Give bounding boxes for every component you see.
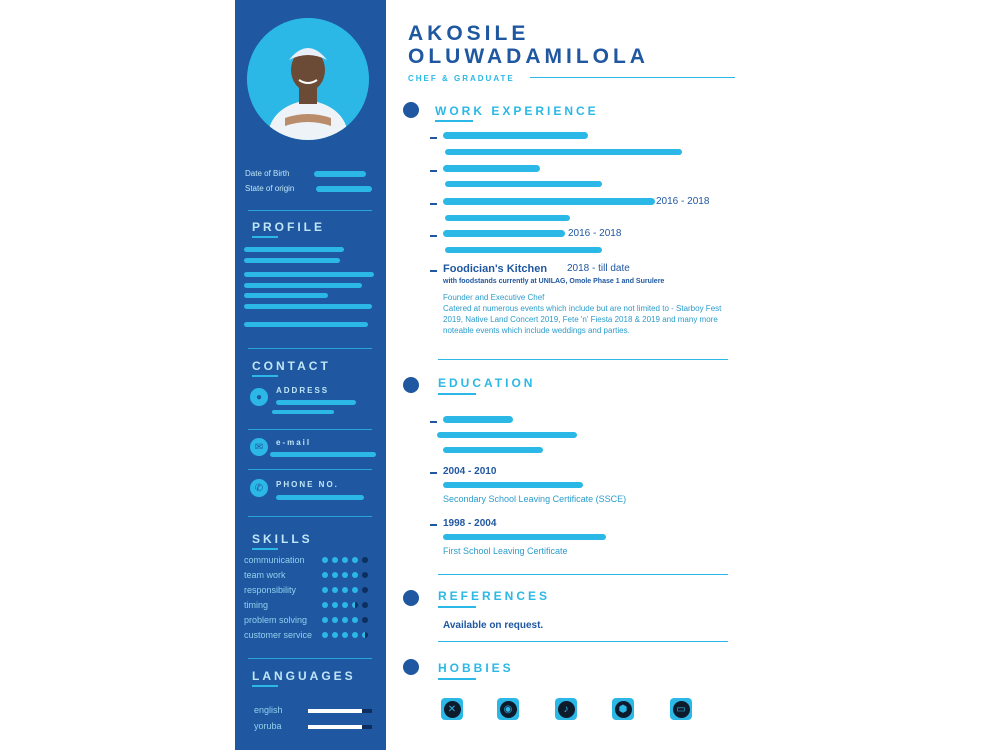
rating-dot: [362, 632, 368, 638]
skill-rating: [322, 587, 368, 593]
education-heading: EDUCATION: [438, 376, 536, 390]
redacted-scribble: [270, 452, 376, 457]
references-heading: REFERENCES: [438, 589, 551, 603]
rating-dot: [352, 617, 358, 623]
first-name: AKOSILE: [408, 22, 530, 45]
section-bullet: [403, 659, 419, 675]
redacted-scribble: [443, 482, 583, 488]
redacted-scribble: [244, 304, 372, 309]
rating-dot: [332, 572, 338, 578]
rating-dot: [322, 587, 328, 593]
sidebar-divider: [248, 658, 372, 659]
education-certificate: Secondary School Leaving Certificate (SSCE): [443, 494, 627, 504]
rating-dot: [342, 632, 348, 638]
rating-dot: [332, 557, 338, 563]
redacted-scribble: [244, 258, 340, 263]
redacted-scribble: [276, 400, 356, 405]
heading-underline: [252, 685, 278, 687]
hobbies-heading: HOBBIES: [438, 661, 514, 675]
section-rule: [438, 641, 728, 642]
skill-rating: [322, 557, 368, 563]
sidebar-divider: [248, 210, 372, 211]
contact-heading: CONTACT: [252, 359, 331, 373]
education-dates: 2004 - 2010: [443, 466, 497, 477]
rating-dot: [362, 572, 368, 578]
job-description: Catered at numerous events which include but are not limited to - Starboy Fest 2019, Native Land Concert 2019, Fete 'n' Fiesta 2018 & 2019 and many more noteable events which include weddings and parties.: [443, 304, 722, 335]
redacted-scribble: [443, 534, 606, 540]
rating-dot: [322, 617, 328, 623]
rating-dot: [362, 587, 368, 593]
location-pin-icon: ●: [250, 388, 268, 406]
redacted-scribble: [443, 165, 540, 172]
rating-dot: [352, 602, 358, 608]
rating-dot: [342, 617, 348, 623]
redacted-scribble: [443, 198, 655, 205]
entry-dash: [430, 170, 437, 172]
sidebar-divider: [248, 516, 372, 517]
company-name: Foodician's Kitchen: [443, 263, 548, 275]
section-bullet: [403, 102, 419, 118]
entry-dash: [430, 203, 437, 205]
section-rule: [438, 359, 728, 360]
redacted-scribble: [443, 132, 588, 139]
language-name: english: [254, 705, 283, 715]
entry-dash: [430, 137, 437, 139]
profile-photo: [247, 18, 369, 140]
redacted-scribble: [244, 283, 362, 288]
redacted-scribble: [445, 181, 602, 187]
rating-dot: [362, 617, 368, 623]
phone-label: PHONE NO.: [276, 480, 339, 489]
rating-dot: [342, 572, 348, 578]
skill-rating: [322, 602, 368, 608]
work-dates: 2016 - 2018: [656, 196, 710, 207]
redacted-scribble: [244, 293, 328, 298]
skill-name: responsibility: [244, 585, 297, 595]
redacted-scribble: [437, 432, 577, 438]
education-certificate: First School Leaving Certificate: [443, 546, 568, 556]
rating-dot: [322, 632, 328, 638]
education-dates: 1998 - 2004: [443, 518, 497, 529]
redacted-scribble: [443, 230, 565, 237]
redacted-scribble: [276, 495, 364, 500]
redacted-scribble: [443, 416, 513, 423]
state-of-origin-label: State of origin: [245, 184, 295, 193]
sidebar-divider: [248, 469, 372, 470]
section-bullet: [403, 590, 419, 606]
sidebar-divider: [248, 429, 372, 430]
camera-icon: ◉: [497, 698, 519, 720]
redacted-scribble: [244, 322, 368, 327]
rating-dot: [352, 632, 358, 638]
heading-underline: [438, 393, 476, 395]
rating-dot: [332, 632, 338, 638]
address-label: ADDRESS: [276, 386, 330, 395]
work-dates: 2016 - 2018: [568, 228, 622, 239]
languages-heading: LANGUAGES: [252, 669, 356, 683]
heading-underline: [252, 548, 278, 550]
sidebar-divider: [248, 348, 372, 349]
skill-name: team work: [244, 570, 286, 580]
language-level-bar: [308, 709, 372, 713]
skill-name: communication: [244, 555, 305, 565]
rating-dot: [352, 557, 358, 563]
redacted-scribble: [272, 410, 334, 414]
skill-rating: [322, 617, 368, 623]
rating-dot: [362, 557, 368, 563]
rating-dot: [322, 572, 328, 578]
section-rule: [438, 574, 728, 575]
rating-dot: [332, 602, 338, 608]
phone-icon: ✆: [250, 479, 268, 497]
rating-dot: [342, 602, 348, 608]
redacted-scribble: [244, 247, 344, 252]
skill-name: problem solving: [244, 615, 308, 625]
redacted-scribble: [445, 247, 602, 253]
skills-heading: SKILLS: [252, 532, 313, 546]
heading-underline: [435, 120, 473, 122]
heading-underline: [252, 236, 278, 238]
cutlery-icon: ✕: [441, 698, 463, 720]
language-name: yoruba: [254, 721, 282, 731]
rating-dot: [342, 557, 348, 563]
section-bullet: [403, 377, 419, 393]
rating-dot: [332, 587, 338, 593]
references-text: Available on request.: [443, 620, 544, 631]
redacted-scribble: [314, 171, 366, 177]
redacted-scribble: [445, 215, 570, 221]
rating-dot: [342, 587, 348, 593]
language-level-fill: [308, 709, 362, 713]
rating-dot: [322, 557, 328, 563]
header-rule: [530, 77, 735, 78]
language-level-fill: [308, 725, 362, 729]
rating-dot: [322, 602, 328, 608]
language-level-bar: [308, 725, 372, 729]
redacted-scribble: [316, 186, 372, 192]
work-experience-heading: WORK EXPERIENCE: [435, 104, 599, 118]
music-note-icon: ♪: [555, 698, 577, 720]
redacted-scribble: [445, 149, 682, 155]
rating-dot: [352, 572, 358, 578]
entry-dash: [430, 421, 437, 423]
redacted-scribble: [244, 272, 374, 277]
skill-rating: [322, 632, 368, 638]
rating-dot: [332, 617, 338, 623]
skill-name: timing: [244, 600, 269, 610]
rating-dot: [352, 587, 358, 593]
entry-dash: [430, 524, 437, 526]
entry-dash: [430, 235, 437, 237]
heading-underline: [438, 606, 476, 608]
job-subtitle: CHEF & GRADUATE: [408, 74, 515, 83]
heading-underline: [438, 678, 476, 680]
football-icon: ⬢: [612, 698, 634, 720]
entry-dash: [430, 270, 437, 272]
company-tagline: with foodstands currently at UNILAG, Omole Phase 1 and Surulere: [443, 278, 665, 285]
entry-dash: [430, 472, 437, 474]
rating-dot: [362, 602, 368, 608]
book-icon: ▭: [670, 698, 692, 720]
skill-rating: [322, 572, 368, 578]
last-name: OLUWADAMILOLA: [408, 45, 649, 68]
redacted-scribble: [443, 447, 543, 453]
dob-label: Date of Birth: [245, 169, 290, 178]
profile-heading: PROFILE: [252, 220, 326, 234]
job-role: Founder and Executive Chef: [443, 293, 545, 302]
skill-name: customer service: [244, 630, 313, 640]
email-label: e-mail: [276, 438, 312, 447]
heading-underline: [252, 375, 278, 377]
work-dates: 2018 - till date: [567, 263, 630, 274]
envelope-icon: ✉: [250, 438, 268, 456]
